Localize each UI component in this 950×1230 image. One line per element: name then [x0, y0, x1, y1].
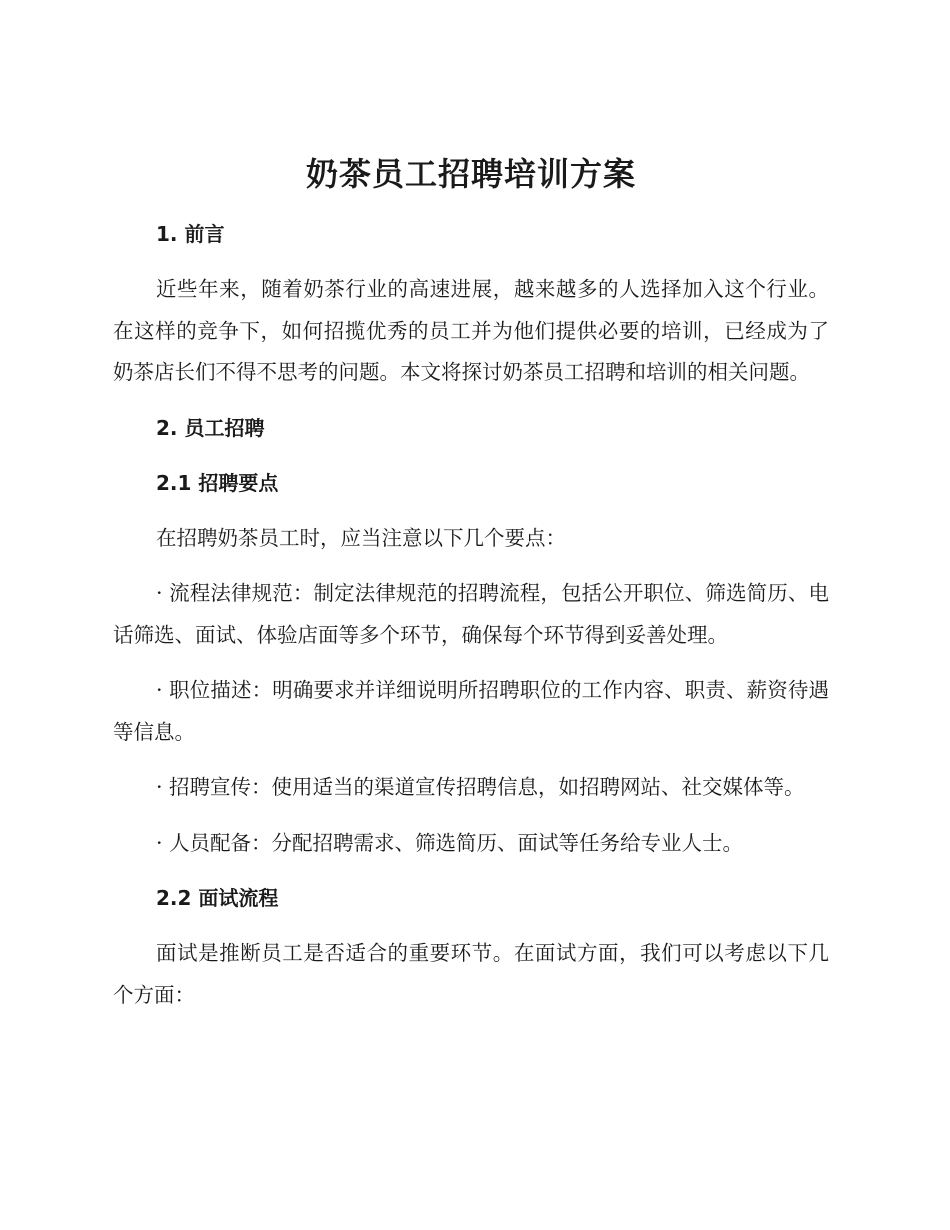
paragraph-preface: 近些年来，随着奶茶行业的高速进展，越来越多的人选择加入这个行业。在这样的竞争下，如何招揽优秀的员工并为他们提供必要的培训，已经成为了奶茶店长们不得不思考的问题。本文将探讨奶茶员工招聘和培训的相关问题。	[113, 277, 829, 384]
bullet-item-job-description: · 职位描述：明确要求并详细说明所招聘职位的工作内容、职责、薪资待遇等信息。	[113, 678, 829, 744]
section-heading-preface: 1. 前言	[156, 222, 225, 246]
bullet-item-publicity: · 招聘宣传：使用适当的渠道宣传招聘信息，如招聘网站、社交媒体等。	[156, 775, 805, 799]
paragraph-recruitment-intro: 在招聘奶茶员工时，应当注意以下几个要点：	[156, 525, 566, 550]
paragraph-interview: 面试是推断员工是否适合的重要环节。在面试方面，我们可以考虑以下几个方面：	[113, 941, 829, 1007]
subsection-heading-recruitment-points: 2.1 招聘要点	[156, 470, 279, 495]
bullet-item-staffing: · 人员配备：分配招聘需求、筛选简历、面试等任务给专业人士。	[156, 830, 744, 855]
section-heading-recruitment: 2. 员工招聘	[156, 415, 265, 440]
subsection-heading-interview: 2.2 面试流程	[156, 886, 279, 910]
bullet-item-process: · 流程法律规范：制定法律规范的招聘流程，包括公开职位、筛选简历、电话筛选、面试、体验店面等多个环节，确保每个环节得到妥善处理。	[113, 581, 829, 647]
document-title: 奶茶员工招聘培训方案	[305, 155, 636, 193]
